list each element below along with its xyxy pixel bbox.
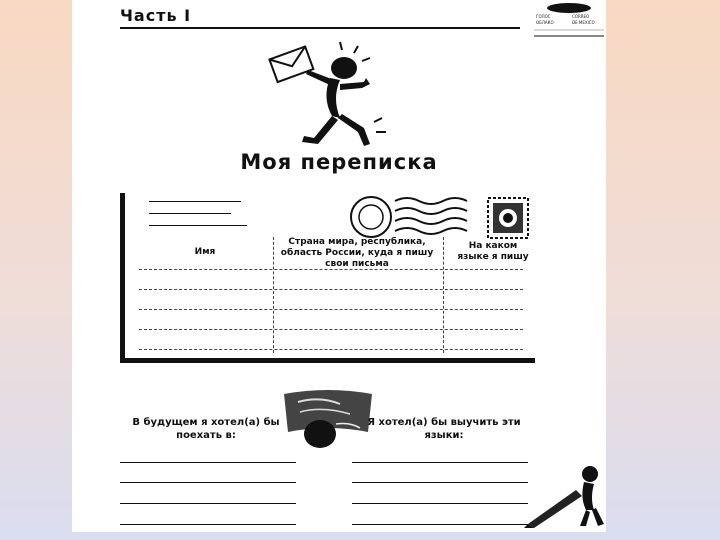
travel-write-line[interactable] <box>120 482 296 483</box>
correspondence-card <box>120 193 535 363</box>
table-row[interactable] <box>139 329 523 330</box>
table-row[interactable] <box>139 349 523 350</box>
corner-text-4: DE MEXICO <box>572 20 595 25</box>
corner-text-1: ГОЛОС <box>536 14 551 19</box>
address-line-2 <box>149 213 231 214</box>
table-row[interactable] <box>139 289 523 290</box>
stamp-icon <box>487 197 529 239</box>
future-travel-heading: В будущем я хотел(а) бы поехать в: <box>132 417 280 441</box>
travel-write-line[interactable] <box>120 462 296 463</box>
column-header-name: Имя <box>194 247 216 257</box>
workbook-page <box>72 0 606 532</box>
language-write-line[interactable] <box>352 482 528 483</box>
envelope-figure-icon <box>262 38 392 158</box>
address-line-1 <box>149 201 241 202</box>
part-title: Часть I <box>120 6 192 25</box>
corner-text-3: ОБЛАКО <box>536 20 554 25</box>
language-write-line[interactable] <box>352 524 528 525</box>
address-line-3 <box>149 225 247 226</box>
corner-stamps <box>532 0 606 38</box>
table-row[interactable] <box>139 309 523 310</box>
language-write-line[interactable] <box>352 503 528 504</box>
column-header-language: На каком языке я пишу <box>457 241 529 262</box>
column-divider-1 <box>273 237 274 353</box>
travel-write-line[interactable] <box>120 524 296 525</box>
languages-heading: Я хотел(а) бы выучить эти языки: <box>367 417 521 441</box>
page-title: Моя переписка <box>240 150 438 174</box>
corner-text-2: CORREO <box>572 14 590 19</box>
header-rule <box>120 27 520 29</box>
column-divider-2 <box>443 237 444 353</box>
table-row[interactable] <box>139 269 523 270</box>
postmark-icon <box>347 193 471 241</box>
pen-figure-icon <box>524 462 606 528</box>
column-header-country: Страна мира, республика, область России, куда я пишу свои письма <box>280 237 434 269</box>
globe-icon <box>280 388 376 450</box>
corner-stamp-icon <box>532 0 606 38</box>
travel-write-line[interactable] <box>120 503 296 504</box>
language-write-line[interactable] <box>352 462 528 463</box>
